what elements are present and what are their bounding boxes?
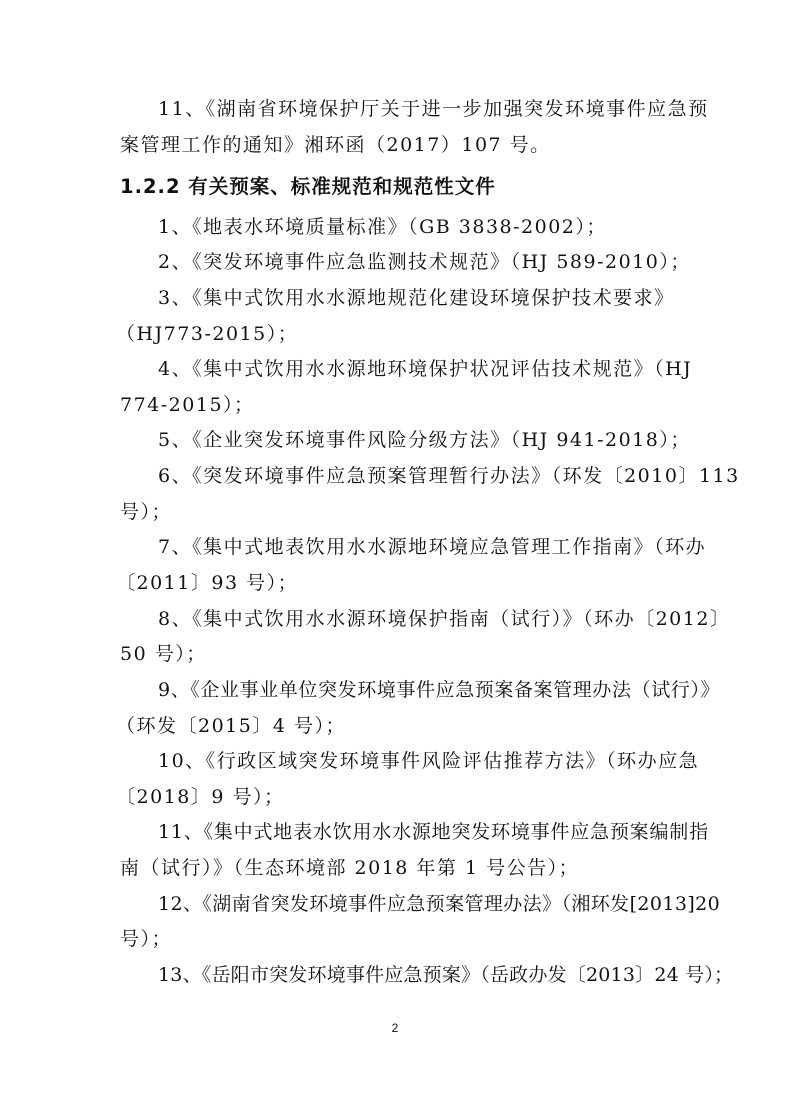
page-number: 2: [391, 1021, 399, 1035]
para-item-11-line-1: 11、《湖南省环境保护厅关于进一步加强突发环境事件应急预: [158, 98, 709, 120]
list-item-6-line-1: 6、《突发环境事件应急预案管理暂行办法》（环发〔2010〕113: [158, 465, 740, 487]
list-item-3-line-2: （HJ773-2015）；: [116, 323, 299, 345]
list-item-2: 2、《突发环境事件应急监测技术规范》（HJ 589-2010）；: [158, 251, 691, 273]
list-item-3-line-1: 3、《集中式饮用水水源地规范化建设环境保护技术要求》: [158, 287, 675, 309]
section-heading: 1.2.2 有关预案、标准规范和规范性文件: [120, 175, 496, 198]
list-item-12-line-1: 12、《湖南省突发环境事件应急预案管理办法》（湘环发[2013]20: [158, 893, 721, 915]
list-item-7-line-1: 7、《集中式地表饮用水水源地环境应急管理工作指南》（环办: [158, 536, 707, 558]
list-item-6-line-2: 号）；: [120, 501, 173, 523]
list-item-4-line-1: 4、《集中式饮用水水源地环境保护状况评估技术规范》（HJ: [158, 358, 693, 380]
list-item-1: 1、《地表水环境质量标准》（GB 3838-2002）；: [158, 216, 607, 238]
list-item-8-line-1: 8、《集中式饮用水水源环境保护指南（试行）》（环办〔2012〕: [158, 608, 731, 630]
list-item-13: 13、《岳阳市突发环境事件应急预案》（岳政办发〔2013〕24 号）；: [158, 964, 734, 986]
para-item-11-line-2: 案管理工作的通知》湘环函（2017）107 号。: [120, 134, 551, 156]
list-item-12-line-2: 号）；: [120, 928, 173, 950]
list-item-8-line-2: 50 号）；: [120, 643, 207, 665]
list-item-7-line-2: 〔2011〕93 号）；: [116, 572, 299, 594]
list-item-9-line-2: （环发〔2015〕4 号）；: [116, 715, 346, 737]
list-item-4-line-2: 774-2015）；: [120, 394, 255, 416]
list-item-5: 5、《企业突发环境事件风险分级方法》（HJ 941-2018）；: [158, 429, 691, 451]
list-item-10-line-1: 10、《行政区域突发环境事件风险评估推荐方法》（环办应急: [158, 750, 700, 772]
list-item-11-line-1: 11、《集中式地表水饮用水水源地突发环境事件应急预案编制指: [158, 821, 709, 843]
list-item-11-line-2: 南（试行）》（生态环境部 2018 年第 1 号公告）；: [120, 857, 580, 879]
list-item-10-line-2: 〔2018〕9 号）；: [116, 786, 285, 808]
list-item-9-line-1: 9、《企业事业单位突发环境事件应急预案备案管理办法（试行）》: [158, 679, 721, 701]
